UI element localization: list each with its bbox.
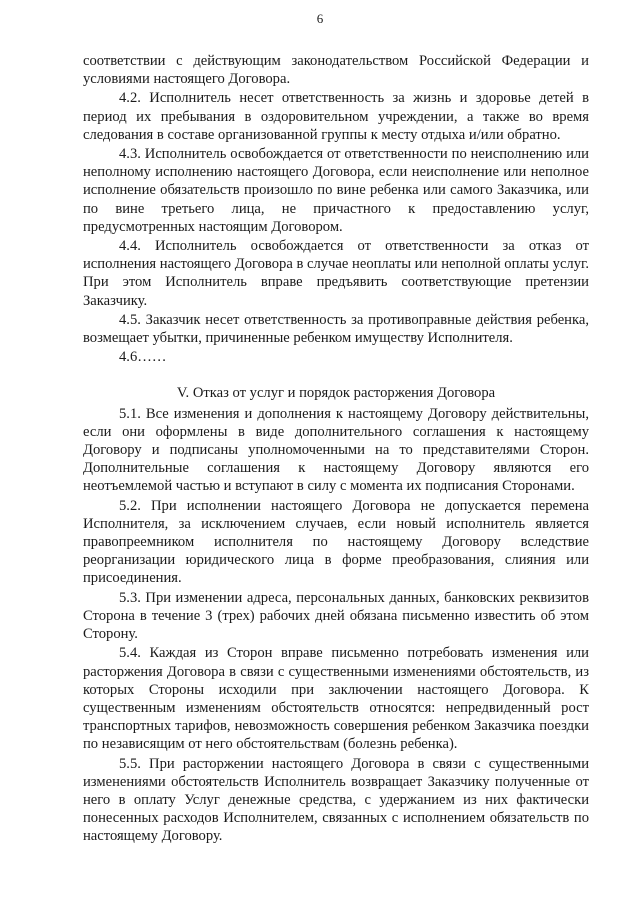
paragraph-5-3: 5.3. При изменении адреса, персональных данных, банковских реквизитов Сторона в течение 3 (трех) рабочих дней обязана письменно известить об этом Сторону. bbox=[83, 589, 589, 643]
paragraph-5-4: 5.4. Каждая из Сторон вправе письменно потребовать изменения или расторжения Договора в связи с существенными изменениями обстоятельств, из которых Стороны исходили при заключении настоящего Договора. К существенным изменениям обстоятельств относятся: непредвиденный рост транспортных тарифов, невозможность совершения ребенком Заказчика поездки по независящим от него обстоятельствам (болезнь ребенка). bbox=[83, 645, 589, 753]
section-5-heading: V. Отказ от услуг и порядок расторжения Договора bbox=[176, 385, 496, 402]
paragraph-4-4: 4.4. Исполнитель освобождается от ответственности за отказ от исполнения настоящего Договора в случае неоплаты или неполной оплаты услуг. При этом Исполнитель вправе предъявить соответствующие претензии Заказчику. bbox=[83, 238, 589, 309]
paragraph-4-3: 4.3. Исполнитель освобождается от ответственности по неисполнению или неполному исполнению настоящего Договора, если неисполнение или неполное исполнение обязательств произошло по вине ребенка или самого Заказчика, или по вине третьего лица, не причастного к предоставлению услуг, предусмотренных настоящим Договором. bbox=[83, 146, 589, 235]
paragraph-4-5: 4.5. Заказчик несет ответственность за противоправные действия ребенка, возмещает убытки, причиненные ребенком имуществу Исполнителя. bbox=[83, 311, 589, 347]
paragraph-5-1: 5.1. Все изменения и дополнения к настоящему Договору действительны, если они оформлены в виде дополнительного соглашения к настоящему Договору и подписаны уполномоченными на то представителями Сторон. Дополнительные соглашения к настоящему Договору являются его неотъемлемой частью и вступают в силу с момента их подписания Сторонами. bbox=[83, 405, 589, 495]
paragraph-4-6: 4.6…… bbox=[119, 349, 167, 366]
paragraph-5-5: 5.5. При расторжении настоящего Договора в связи с существенными изменениями обстоятельств Исполнитель возвращает Заказчику полученные от него в оплату Услуг денежные средства, с удержанием из них фактически понесенных расходов Исполнителем, связанных с исполнением обязательств по настоящему Договору. bbox=[83, 755, 589, 845]
paragraph-4-2: 4.2. Исполнитель несет ответственность за жизнь и здоровье детей в период их пребывания в оздоровительном учреждении, а также во время следования в составе организованной группы к месту отдыха и/или обратно. bbox=[83, 90, 589, 143]
page-number: 6 bbox=[316, 11, 324, 26]
document-body bbox=[83, 52, 589, 847]
section-gap bbox=[83, 367, 589, 384]
paragraph-5-2: 5.2. При исполнении настоящего Договора не допускается перемена Исполнителя, за исключением случаев, если новый исполнитель является правопреемником исполнителя по настоящему Договору вследствие реорганизации юридического лица в форме преобразования, слияния или присоединения. bbox=[83, 497, 589, 587]
paragraph-4-1-continuation: соответствии с действующим законодательством Российской Федерации и условиями настоящего Договора. bbox=[83, 53, 589, 88]
